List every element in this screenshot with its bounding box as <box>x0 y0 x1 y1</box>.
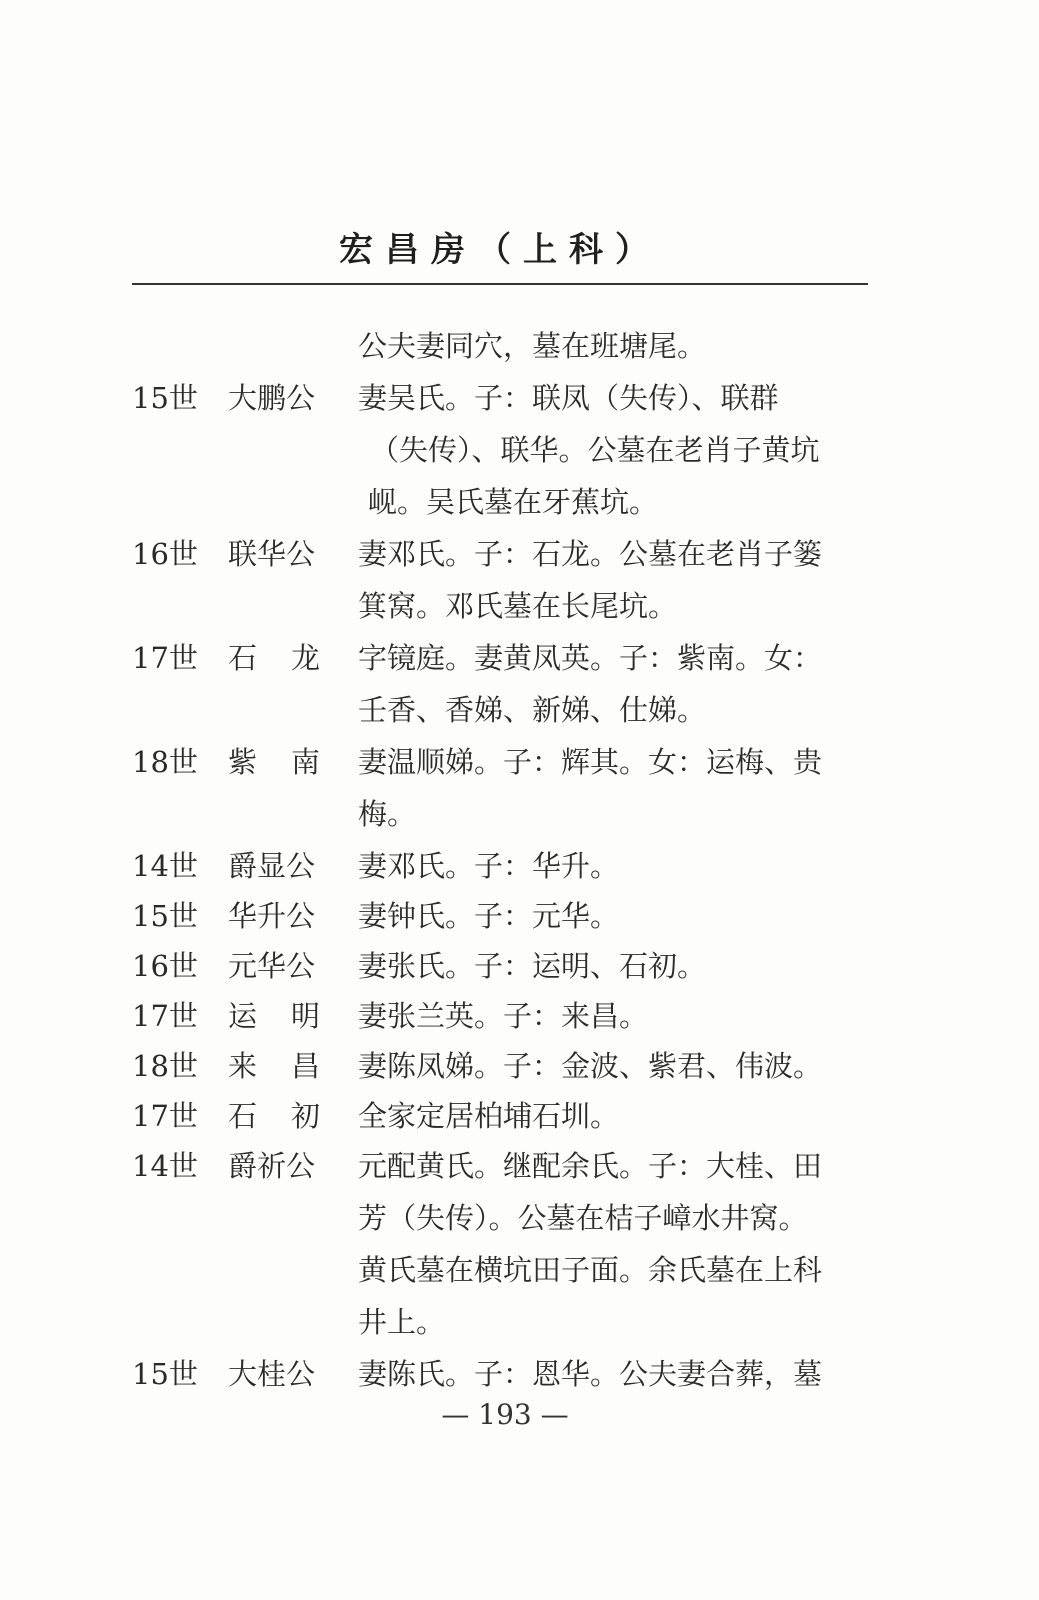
header-rule <box>132 283 868 285</box>
entry-text: 梅。 <box>358 797 417 831</box>
generation-label: 16世 <box>132 949 198 983</box>
entry-text: 妻张兰英。子：来昌。 <box>358 999 649 1033</box>
entry-text: 壬香、香娣、新娣、仕娣。 <box>358 693 707 727</box>
generation-label: 16世 <box>132 537 198 571</box>
ancestor-name: 来昌 <box>228 1049 355 1083</box>
entry-text: 黄氏墓在横坑田子面。余氏墓在上科 <box>358 1253 823 1287</box>
ancestor-name: 大桂公 <box>228 1357 316 1391</box>
ancestor-name: 运明 <box>228 999 355 1033</box>
entry-text: 全家定居柏埔石圳。 <box>358 1099 620 1133</box>
entry-text: 公夫妻同穴，墓在班塘尾。 <box>358 329 707 363</box>
generation-label: 17世 <box>132 1099 198 1133</box>
entry-text: 芳（失传）。公墓在桔子嶂水井窝。 <box>358 1201 808 1235</box>
entry-text: 元配黄氏。继配余氏。子：大桂、田 <box>358 1149 823 1183</box>
ancestor-name: 石龙 <box>228 641 355 675</box>
page-header-title: 宏昌房（上科） <box>339 230 661 270</box>
entry-text: 妻钟氏。子：元华。 <box>358 899 620 933</box>
generation-label: 15世 <box>132 899 198 933</box>
ancestor-name: 华升公 <box>228 899 316 933</box>
entry-text: 字镜庭。妻黄凤英。子：紫南。女： <box>358 641 823 675</box>
ancestor-name: 大鹏公 <box>228 381 316 415</box>
ancestor-name: 爵祈公 <box>228 1149 316 1183</box>
generation-label: 17世 <box>132 999 198 1033</box>
entry-text: 妻邓氏。子：华升。 <box>358 849 620 883</box>
ancestor-name: 紫南 <box>228 745 355 779</box>
entry-text: 妻温顺娣。子：辉其。女：运梅、贵 <box>358 745 823 779</box>
generation-label: 18世 <box>132 1049 198 1083</box>
entry-text: 岘。吴氏墓在牙蕉坑。 <box>368 485 659 519</box>
generation-label: 18世 <box>132 745 198 779</box>
entry-text: 妻陈凤娣。子：金波、紫君、伟波。 <box>358 1049 823 1083</box>
generation-label: 14世 <box>132 849 198 883</box>
entry-text: （失传）、联华。公墓在老肖子黄坑 <box>370 433 820 467</box>
entry-text: 妻陈氏。子：恩华。公夫妻合葬，墓 <box>358 1357 823 1391</box>
generation-label: 15世 <box>132 1357 198 1391</box>
generation-label: 15世 <box>132 381 198 415</box>
entry-text: 妻吴氏。子：联凤（失传）、联群 <box>358 381 779 415</box>
entry-text: 井上。 <box>358 1305 446 1339</box>
generation-label: 14世 <box>132 1149 198 1183</box>
ancestor-name: 爵显公 <box>228 849 316 883</box>
entry-text: 妻邓氏。子：石龙。公墓在老肖子篓 <box>358 537 823 571</box>
entry-text: 箕窝。邓氏墓在长尾坑。 <box>358 589 678 623</box>
ancestor-name: 元华公 <box>228 949 316 983</box>
entry-text: 妻张氏。子：运明、石初。 <box>358 949 707 983</box>
ancestor-name: 石初 <box>228 1099 355 1133</box>
generation-label: 17世 <box>132 641 198 675</box>
ancestor-name: 联华公 <box>228 537 316 571</box>
page-number: — 193 — <box>441 1398 569 1431</box>
